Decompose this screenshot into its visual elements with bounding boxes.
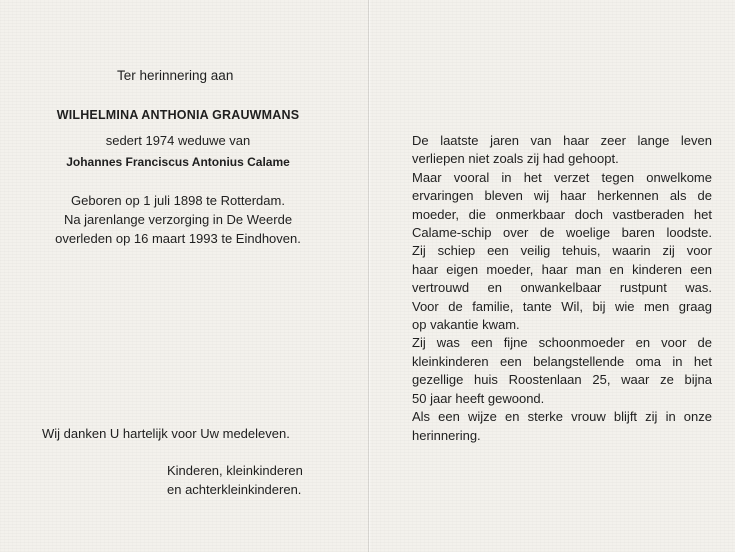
care-line: Na jarenlange verzorging in De Weerde <box>63 212 293 227</box>
signoff-line: Kinderen, kleinkinderen <box>167 463 303 478</box>
death-line: overleden op 16 maart 1993 te Eindhoven. <box>55 231 301 246</box>
life-facts <box>48 191 308 248</box>
birth-line: Geboren op 1 juli 1898 te Rotterdam. <box>71 193 285 208</box>
remembrance-line: verliepen niet zoals zij had gehoopt. <box>412 151 619 167</box>
remembrance-line: Maar vooral in het verzet tegen onwelkome <box>412 169 712 185</box>
remembrance-line: ervaringen bleven wij haar herkennen als de <box>412 188 712 204</box>
remembrance-line: 50 jaar heeft gewoond. <box>412 390 545 406</box>
remembrance-line: Als een wijze en sterke vrouw blijft zij in onze <box>412 409 712 425</box>
remembrance-line: haar eigen moeder, haar man en kinderen een <box>412 261 712 277</box>
remembrance-line: kleinkinderen een belangstellende oma in het <box>412 353 712 369</box>
deceased-name: WILHELMINA ANTHONIA GRAUWMANS <box>56 108 300 122</box>
remembrance-line: gezellige huis Roostenlaan 25, waar ze bijna <box>412 372 712 388</box>
husband-name: Johannes Franciscus Antonius Calame <box>66 155 290 169</box>
remembrance-text <box>412 132 712 445</box>
signoff-line: en achterkleinkinderen. <box>167 482 302 497</box>
remembrance-line: op vakantie kwam. <box>412 317 520 333</box>
remembrance-line: Zij schiep een veilig tehuis, waarin zij voor <box>412 243 712 259</box>
remembrance-line: Calame-schip over de woelige baren loodste. <box>412 225 712 241</box>
widow-line: sedert 1974 weduwe van <box>105 133 251 148</box>
remembrance-line: Voor de familie, tante Wil, bij wie men graag <box>412 298 712 314</box>
remembrance-line: moeder, die onmerkbaar doch vastberaden het <box>412 206 712 222</box>
intro-text: Ter herinnering aan <box>117 68 234 83</box>
card-fold <box>368 0 369 552</box>
remembrance-line: vertrouwd en onwankelbaar rustpunt was. <box>412 280 712 296</box>
remembrance-line: herinnering. <box>412 427 481 443</box>
thanks-text: Wij danken U hartelijk voor Uw medeleven. <box>42 426 290 441</box>
remembrance-line: Zij was een fijne schoonmoeder en voor de <box>412 335 712 351</box>
family-signoff <box>167 461 303 499</box>
remembrance-line: De laatste jaren van haar zeer lange leven <box>412 133 712 148</box>
